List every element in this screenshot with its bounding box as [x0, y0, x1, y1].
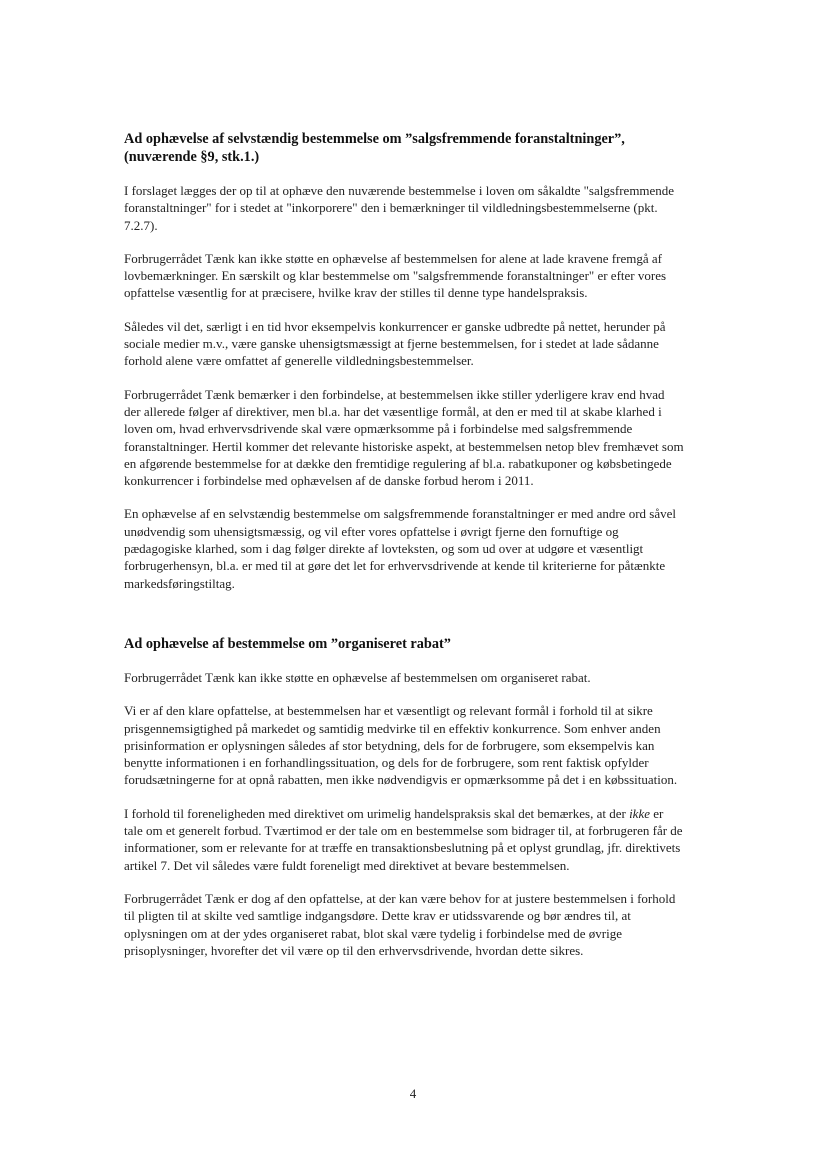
- paragraph: En ophævelse af en selvstændig bestemmelse om salgsfremmende foranstaltninger er med andre ord såvel unødvendig som uhensigtsmæssig, og vil efter vores opfattelse i øvrigt fjerne den fornuftige og pædagogiske klarhed, som i dag følger direkte af lovteksten, og som ud over at udgøre et væsentligt forbrugerhensyn, bl.a. er med til at gøre det let for erhvervsdrivende at kende til kriterierne for påtænkte markedsføringstiltag.: [124, 506, 676, 591]
- paragraph: Således vil det, særligt i en tid hvor eksempelvis konkurrencer er ganske udbredte på nettet, herunder på sociale medier m.v., være ganske uhensigtsmæssigt at fjerne bestemmelsen, for i stedet at lade sådanne forhold alene være omfattet af generelle vildledningsbestemmelser.: [124, 318, 666, 369]
- section-heading-salgsfremmende: Ad ophævelse af selvstændig bestemmelse om ”salgsfremmende foranstaltninger”, (nuværende §9, stk.1.): [124, 131, 625, 165]
- page-number: 4: [409, 1086, 417, 1101]
- paragraph: I forslaget lægges der op til at ophæve den nuværende bestemmelse i loven om såkaldte "salgsfremmende foranstaltninger" for i stedet at "inkorporere" den i bemærkninger til vildledningsbestemmelserne (pkt. 7.2.7).: [124, 183, 675, 233]
- emphasis-text: ikke: [629, 805, 650, 821]
- paragraph: Forbrugerrådet Tænk kan ikke støtte en ophævelse af bestemmelsen om organiseret rabat.: [124, 669, 591, 685]
- paragraph-with-emphasis: [124, 805, 684, 874]
- paragraph: Forbrugerrådet Tænk er dog af den opfattelse, at der kan være behov for at justere bestemmelsen i forhold til pligten til at skilte ved samtlige indgangsdøre. Dette krav er utidssvarende og bør ændres til, at oplysningen om at der ydes organiseret rabat, blot skal være tydelig i forbindelse med de øvrige prisoplysninger, hvorefter det vil være op til den erhvervsdrivende, hvordan dette sikres.: [124, 890, 676, 958]
- page-content: [124, 130, 684, 959]
- paragraph: Forbrugerrådet Tænk kan ikke støtte en ophævelse af bestemmelsen for alene at lade kravene fremgå af lovbemærkninger. En særskilt og klar bestemmelse om "salgsfremmende foranstaltninger" er efter vores opfattelse væsentlig for at præcisere, hvilke krav der stilles til denne type handelspraksis.: [124, 250, 667, 301]
- paragraph-text: I forhold til foreneligheden med direktivet om urimelig handelspraksis skal det bemærkes, at der: [124, 805, 630, 821]
- paragraph: Forbrugerrådet Tænk bemærker i den forbindelse, at bestemmelsen ikke stiller yderligere krav end hvad der allerede følger af direktiver, men bl.a. har det væsentlige formål, at den er med til at skabe klarhed i loven om, hvad erhvervsdrivende skal være opmærksomme på i forbindelse med salgsfremmende foranstaltninger. Hertil kommer det relevante historiske aspekt, at bestemmelsen netop blev fremhævet som en afgørende bestemmelse for at dække den fremtidige regulering af bl.a. rabatkuponer og købsbetingede konkurrencer i forbindelse med ophævelsen af de danske forbud herom i 2011.: [124, 386, 684, 489]
- paragraph: Vi er af den klare opfattelse, at bestemmelsen har et væsentligt og relevant formål i forhold til at sikre prisgennemsigtighed på markedet og samtidig medvirke til en effektiv konkurrence. Som enhver anden prisinformation er oplysningen således af stor betydning, dels for de forbrugere, som eksempelvis kan benytte informationen i en forhandlingssituation, og dels for de forbrugere, som rent faktisk opfylder forudsætningerne for at opnå rabatten, men ikke nødvendigvis er opmærksomme på det i en købssituation.: [124, 703, 678, 788]
- section-organiseret-rabat: [124, 635, 684, 959]
- paragraph-text: er tale om et generelt forbud. Tværtimod er der tale om en bestemmelse som bidrager til, at forbrugeren får de informationer, som er relevante for at træffe en transaktionsbeslutning på et oplyst grundlag, jfr. direktivets artikel 7. Det vil således være fuldt foreneligt med direktivet at bevare bestemmelsen.: [124, 805, 683, 873]
- section-heading-organiseret-rabat: Ad ophævelse af bestemmelse om ”organiseret rabat”: [124, 635, 451, 652]
